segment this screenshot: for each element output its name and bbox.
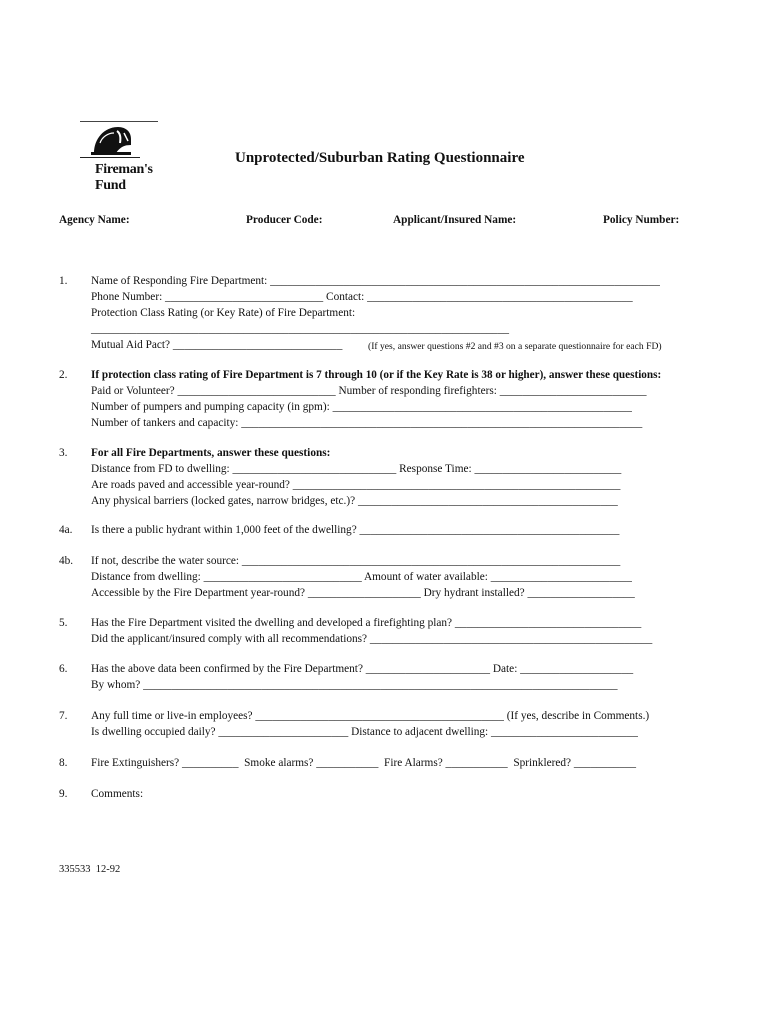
q4b-line1: If not, describe the water source: ___________________________________________________________________ — [91, 555, 621, 567]
question-number: 3. — [59, 447, 68, 459]
q1-note: (If yes, answer questions #2 and #3 on a separate questionnaire for each FD) — [368, 341, 662, 352]
question-number: 8. — [59, 757, 68, 769]
q5-line2: Did the applicant/insured comply with all recommendations? __________________________________________________ — [91, 633, 653, 645]
q2-line4: Number of tankers and capacity: _______________________________________________________________________ — [91, 417, 643, 429]
q1-line3: Protection Class Rating (or Key Rate) of Fire Department: — [91, 307, 356, 319]
question-number: 2. — [59, 369, 68, 381]
q3-line4: Any physical barriers (locked gates, narrow bridges, etc.)? ______________________________________________ — [91, 495, 618, 507]
question-number: 4b. — [59, 555, 74, 567]
q8-line1: Fire Extinguishers? __________ Smoke alarms? ___________ Fire Alarms? ___________ Sprinklered? ___________ — [91, 757, 637, 769]
q6-line1: Has the above data been confirmed by the Fire Department? ______________________ Date: ____________________ — [91, 663, 634, 675]
q1-line1: Name of Responding Fire Department: _____________________________________________________________________ — [91, 275, 660, 287]
q5-line1: Has the Fire Department visited the dwelling and developed a firefighting plan? _________________________________ — [91, 617, 642, 629]
q1-line5: Mutual Aid Pact? ______________________________ — [91, 339, 343, 351]
form-number: 335533 12-92 — [59, 864, 121, 875]
q3-line2: Distance from FD to dwelling: _____________________________ Response Time: __________________________ — [91, 463, 622, 475]
q1-line2: Phone Number: ____________________________ Contact: _______________________________________________ — [91, 291, 633, 303]
question-number: 6. — [59, 663, 68, 675]
producer-code-label: Producer Code: — [246, 214, 323, 226]
question-number: 1. — [59, 275, 68, 287]
q4b-line2: Distance from dwelling: ____________________________ Amount of water available: _________________________ — [91, 571, 632, 583]
question-number: 9. — [59, 788, 68, 800]
brand-name-line2: Fund — [95, 178, 126, 193]
q2-line2: Paid or Volunteer? ____________________________ Number of responding firefighters: __________________________ — [91, 385, 647, 397]
brand-name-line1: Fireman's — [95, 162, 153, 177]
applicant-name-label: Applicant/Insured Name: — [393, 214, 517, 226]
question-number: 5. — [59, 617, 68, 629]
q6-line2: By whom? ____________________________________________________________________________________ — [91, 679, 618, 691]
logo-top-rule — [80, 121, 158, 122]
agency-name-label: Agency Name: — [59, 214, 130, 226]
q4b-line3: Accessible by the Fire Department year-round? ____________________ Dry hydrant installed? ___________________ — [91, 587, 635, 599]
question-number: 4a. — [59, 524, 73, 536]
q2-line1: If protection class rating of Fire Department is 7 through 10 (or if the Key Rate is 38 or higher), answer these questions: — [91, 369, 662, 381]
q4a-line1: Is there a public hydrant within 1,000 feet of the dwelling? ______________________________________________ — [91, 524, 620, 536]
policy-number-label: Policy Number: — [603, 214, 680, 226]
q3-line1: For all Fire Departments, answer these questions: — [91, 447, 331, 459]
fire-helmet-icon — [90, 123, 135, 157]
question-number: 7. — [59, 710, 68, 722]
page-title: Unprotected/Suburban Rating Questionnaire — [235, 150, 525, 166]
q3-line3: Are roads paved and accessible year-round? __________________________________________________________ — [91, 479, 621, 491]
brand-name — [95, 162, 153, 194]
q2-line3: Number of pumpers and pumping capacity (in gpm): _____________________________________________________ — [91, 401, 632, 413]
logo-bottom-rule — [80, 157, 140, 158]
q1-line4: __________________________________________________________________________ — [91, 323, 509, 335]
q7-line2: Is dwelling occupied daily? _______________________ Distance to adjacent dwelling: __________________________ — [91, 726, 638, 738]
q7-line1: Any full time or live-in employees? ____________________________________________ (If yes, describe in Comments.) — [91, 710, 650, 722]
comments-label: Comments: — [91, 788, 144, 800]
